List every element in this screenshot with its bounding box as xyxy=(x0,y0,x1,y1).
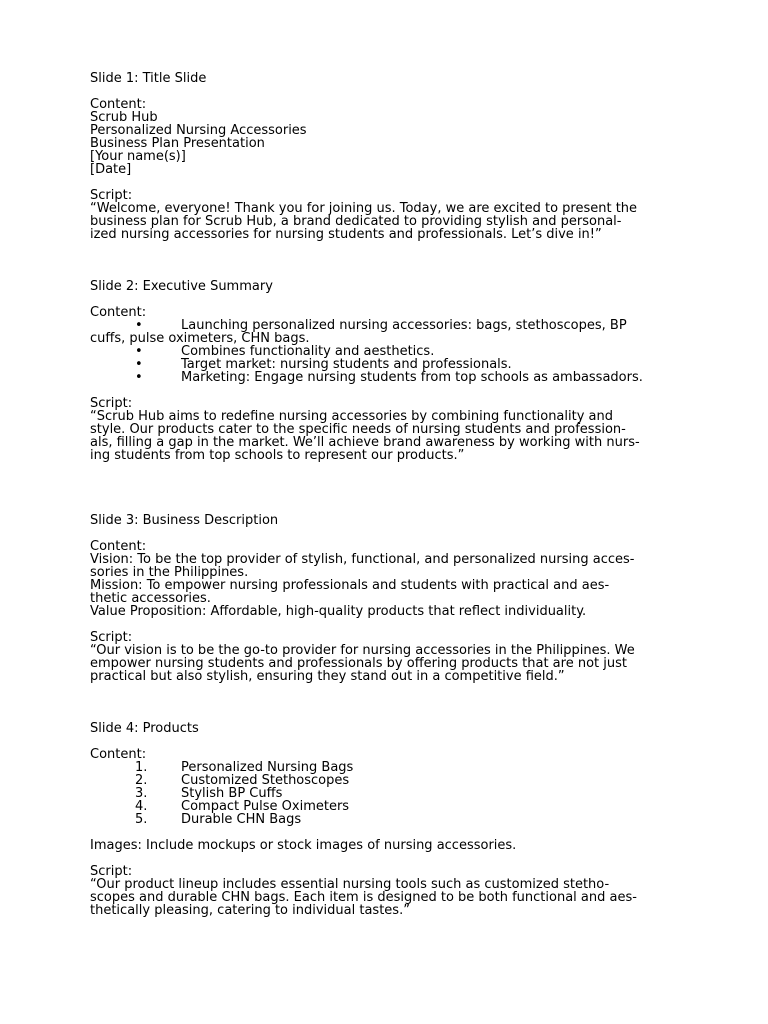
slide1-content-line: Business Plan Presentation xyxy=(90,136,265,151)
slide2-bullet-text: Marketing: Engage nursing students from top schools as ambassadors. xyxy=(181,370,643,385)
list-number: 5. xyxy=(135,812,148,827)
slide2-bullet-text: Launching personalized nursing accessories: bags, stethoscopes, BP xyxy=(181,318,627,333)
slide1-heading: Slide 1: Title Slide xyxy=(90,71,207,86)
slide2-script-line: ing students from top schools to represent our products.” xyxy=(90,448,465,463)
slide1-script-line: business plan for Scrub Hub, a brand dedicated to providing stylish and personal- xyxy=(90,214,622,229)
slide2-script-line: “Scrub Hub aims to redefine nursing accessories by combining functionality and xyxy=(90,409,614,424)
list-number: 2. xyxy=(135,773,148,788)
slide3-script-label: Script: xyxy=(90,630,133,645)
slide1-content-line: Scrub Hub xyxy=(90,110,158,125)
bullet-symbol: • xyxy=(135,344,143,359)
slide1-script-line: “Welcome, everyone! Thank you for joining us. Today, we are excited to present the xyxy=(90,201,638,216)
slide1-script-label: Script: xyxy=(90,188,133,203)
product-item: Durable CHN Bags xyxy=(181,812,302,827)
slide3-script-line: practical but also stylish, ensuring they stand out in a competitive field.” xyxy=(90,669,565,684)
slide4-script-label: Script: xyxy=(90,864,133,879)
slide3-script-line: empower nursing students and professionals by offering products that are not just xyxy=(90,656,627,671)
slide2-heading: Slide 2: Executive Summary xyxy=(90,279,273,294)
slide4-content-label: Content: xyxy=(90,747,147,762)
slide3-content-line: Vision: To be the top provider of stylish, functional, and personalized nursing acces- xyxy=(90,552,635,567)
product-item: Stylish BP Cuffs xyxy=(181,786,283,801)
slide2-bullet-text-wrap: cuffs, pulse oximeters, CHN bags. xyxy=(90,331,310,346)
slide2-script-line: style. Our products cater to the specific needs of nursing students and profession- xyxy=(90,422,626,437)
slide1-content-line: [Your name(s)] xyxy=(90,149,186,164)
slide3-content-line: Value Proposition: Affordable, high-quality products that reflect individuality. xyxy=(90,604,587,619)
bullet-symbol: • xyxy=(135,370,143,385)
slide2-bullet-text: Target market: nursing students and professionals. xyxy=(181,357,512,372)
slide1-content-line: Personalized Nursing Accessories xyxy=(90,123,307,138)
slide3-content-line: sories in the Philippines. xyxy=(90,565,249,580)
slide2-script-label: Script: xyxy=(90,396,133,411)
slide3-content-label: Content: xyxy=(90,539,147,554)
bullet-symbol: • xyxy=(135,357,143,372)
slide3-content-line: Mission: To empower nursing professionals and students with practical and aes- xyxy=(90,578,610,593)
slide4-images-note: Images: Include mockups or stock images of nursing accessories. xyxy=(90,838,517,853)
slide2-content-label: Content: xyxy=(90,305,147,320)
slide4-heading: Slide 4: Products xyxy=(90,721,199,736)
slide2-bullet-text: Combines functionality and aesthetics. xyxy=(181,344,435,359)
slide4-script-line: scopes and durable CHN bags. Each item is designed to be both functional and aes- xyxy=(90,890,637,905)
bullet-symbol: • xyxy=(135,318,143,333)
slide2-script-line: als, filling a gap in the market. We’ll achieve brand awareness by working with nurs- xyxy=(90,435,640,450)
slide3-content-line: thetic accessories. xyxy=(90,591,211,606)
slide1-script-line: ized nursing accessories for nursing students and professionals. Let’s dive in!” xyxy=(90,227,602,242)
product-item: Compact Pulse Oximeters xyxy=(181,799,350,814)
slide1-content-label: Content: xyxy=(90,97,147,112)
list-number: 4. xyxy=(135,799,148,814)
slide3-script-line: “Our vision is to be the go-to provider for nursing accessories in the Philippines. We xyxy=(90,643,635,658)
product-item: Personalized Nursing Bags xyxy=(181,760,354,775)
slide4-script-line: thetically pleasing, catering to individual tastes.” xyxy=(90,903,410,918)
slide4-script-line: “Our product lineup includes essential nursing tools such as customized stetho- xyxy=(90,877,610,892)
slide1-content-line: [Date] xyxy=(90,162,132,177)
product-item: Customized Stethoscopes xyxy=(181,773,350,788)
list-number: 1. xyxy=(135,760,148,775)
slide3-heading: Slide 3: Business Description xyxy=(90,513,279,528)
list-number: 3. xyxy=(135,786,148,801)
